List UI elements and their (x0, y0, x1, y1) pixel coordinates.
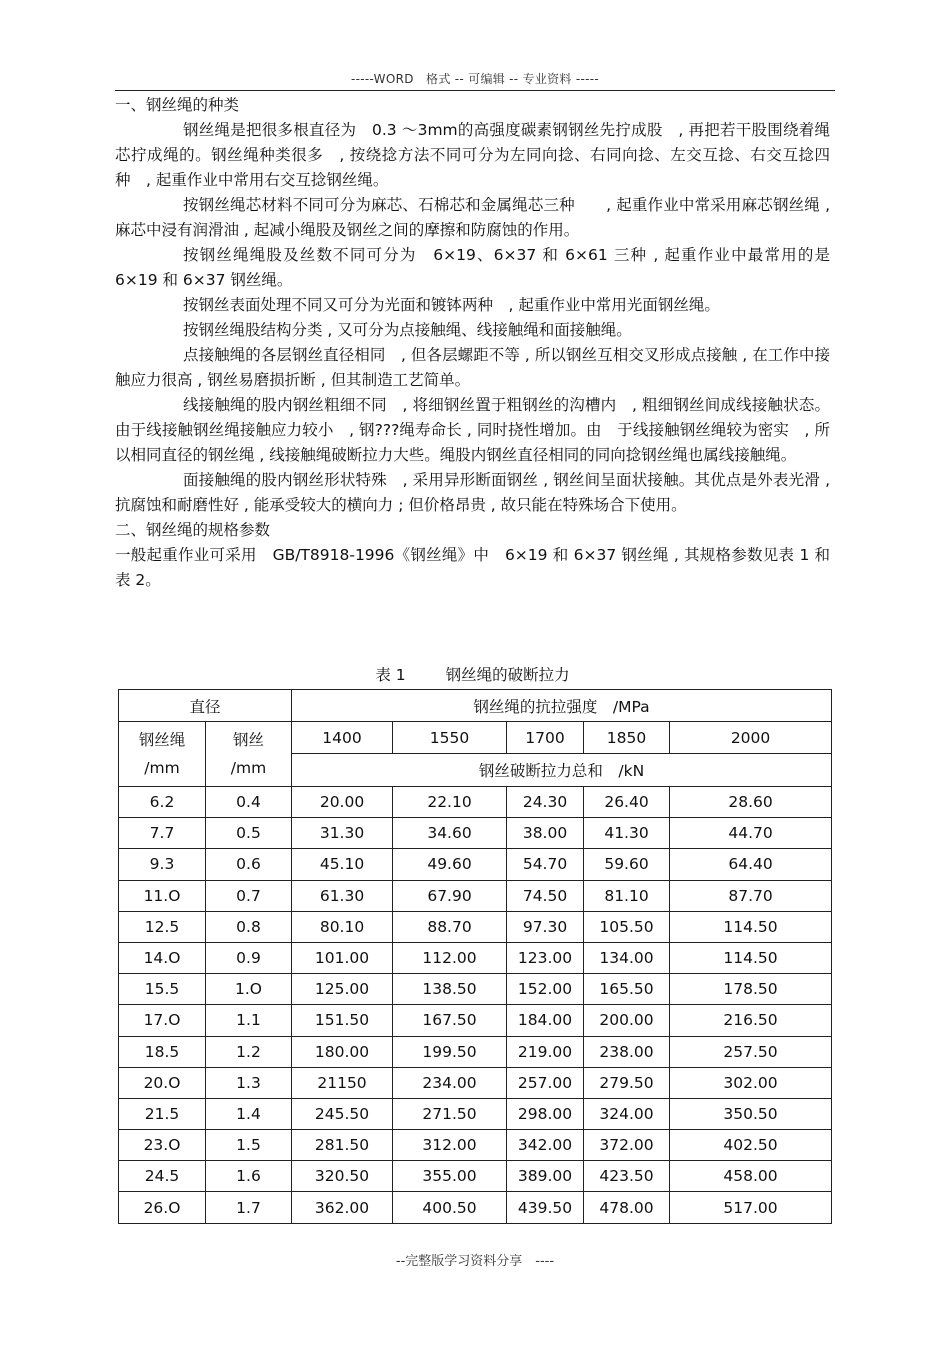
table-cell: 59.60 (584, 849, 670, 880)
table-cell: 21.5 (119, 1098, 206, 1129)
table-cell: 257.50 (670, 1036, 832, 1067)
strength-1850: 1850 (584, 722, 670, 754)
table-cell: 15.5 (119, 974, 206, 1005)
table-cell: 167.50 (393, 1005, 507, 1036)
table-cell: 24.5 (119, 1161, 206, 1192)
table-cell: 312.00 (393, 1130, 507, 1161)
table-row (119, 1130, 832, 1161)
table-cell: 0.4 (206, 787, 292, 818)
header-wire-unit: /mm (230, 759, 267, 777)
table-cell: 1.4 (206, 1098, 292, 1129)
table-row (119, 849, 832, 880)
header-tensile-strength: 钢丝绳的抗拉强度 /MPa (292, 690, 832, 722)
table-cell: 1.3 (206, 1067, 292, 1098)
strength-2000: 2000 (670, 722, 832, 754)
header-rule (115, 90, 835, 91)
table-cell: 372.00 (584, 1130, 670, 1161)
table-cell: 245.50 (292, 1098, 393, 1129)
table-cell: 31.30 (292, 818, 393, 849)
table-row (119, 942, 832, 973)
strength-1400: 1400 (292, 722, 393, 754)
header-rope-label: 钢丝绳 (138, 731, 186, 749)
table-cell: 6.2 (119, 787, 206, 818)
table-cell: 80.10 (292, 911, 393, 942)
table-row (119, 1067, 832, 1098)
table-cell: 41.30 (584, 818, 670, 849)
table-row (119, 818, 832, 849)
table-cell: 362.00 (292, 1192, 393, 1223)
table-cell: 234.00 (393, 1067, 507, 1098)
table-cell: 22.10 (393, 787, 507, 818)
paragraph-surface-treatment: 按钢丝表面处理不同又可分为光面和镀钵两种 , 起重作业中常用光面钢丝绳。 (183, 296, 720, 314)
paragraph-point-contact: 点接触绳的各层钢丝直径相同 , 但各层螺距不等 , 所以钢丝互相交叉形成点接触 , 在工作中接触应力很高 , 钢丝易磨损折断 , 但其制造工艺简单。 (115, 346, 830, 389)
table-row (119, 1161, 832, 1192)
table-cell: 81.10 (584, 880, 670, 911)
header-rope-diameter (119, 722, 206, 787)
table-cell: 238.00 (584, 1036, 670, 1067)
table-cell: 87.70 (670, 880, 832, 911)
table-cell: 123.00 (507, 942, 584, 973)
table-cell: 324.00 (584, 1098, 670, 1129)
table-cell: 458.00 (670, 1161, 832, 1192)
table-cell: 24.30 (507, 787, 584, 818)
table-cell: 49.60 (393, 849, 507, 880)
table-cell: 9.3 (119, 849, 206, 880)
table-cell: 1.5 (206, 1130, 292, 1161)
table-caption-number: 表 1 (375, 666, 406, 684)
document-body (115, 93, 830, 593)
table-caption (115, 664, 830, 686)
table-cell: 97.30 (507, 911, 584, 942)
table-cell: 61.30 (292, 880, 393, 911)
table-cell: 112.00 (393, 942, 507, 973)
paragraph-specs: 一般起重作业可采用 GB/T8918-1996《钢丝绳》中 6×19 和 6×37 钢丝绳 , 其规格参数见表 1 和表 2。 (115, 546, 830, 589)
table-cell: 64.40 (670, 849, 832, 880)
table-cell: 101.00 (292, 942, 393, 973)
table-cell: 400.50 (393, 1192, 507, 1223)
paragraph-surface-contact: 面接触绳的股内钢丝形状特殊 , 采用异形断面钢丝 , 钢丝间呈面状接触。其优点是外表光滑 , 抗腐蚀和耐磨性好 , 能承受较大的横向力 ; 但价格昂贵 , 故只能在特殊场合下使用。 (115, 471, 830, 514)
table-cell: 184.00 (507, 1005, 584, 1036)
table-cell: 389.00 (507, 1161, 584, 1192)
table-cell: 151.50 (292, 1005, 393, 1036)
table-cell: 44.70 (670, 818, 832, 849)
table-cell: 402.50 (670, 1130, 832, 1161)
table-cell: 320.50 (292, 1161, 393, 1192)
table-cell: 0.7 (206, 880, 292, 911)
section-heading-types: 一、钢丝绳的种类 (115, 96, 240, 114)
table-cell: 350.50 (670, 1098, 832, 1129)
table-row (119, 1036, 832, 1067)
table-row (119, 787, 832, 818)
table-cell: 20.O (119, 1067, 206, 1098)
table-row (119, 974, 832, 1005)
table-cell: 355.00 (393, 1161, 507, 1192)
table-cell: 257.00 (507, 1067, 584, 1098)
table-cell: 38.00 (507, 818, 584, 849)
table-cell: 14.O (119, 942, 206, 973)
table-cell: 114.50 (670, 911, 832, 942)
table-row (119, 911, 832, 942)
table-cell: 28.60 (670, 787, 832, 818)
table-cell: 7.7 (119, 818, 206, 849)
table-cell: 45.10 (292, 849, 393, 880)
table-cell: 478.00 (584, 1192, 670, 1223)
table-cell: 216.50 (670, 1005, 832, 1036)
table-cell: 517.00 (670, 1192, 832, 1223)
table-cell: 34.60 (393, 818, 507, 849)
table-cell: 18.5 (119, 1036, 206, 1067)
paragraph-core-material: 按钢丝绳芯材料不同可分为麻芯、石棉芯和金属绳芯三种 , 起重作业中常采用麻芯钢丝绳 , 麻芯中浸有润滑油 , 起减小绳股及钢丝之间的摩擦和防腐蚀的作用。 (115, 196, 830, 239)
breaking-force-table-wrap (118, 689, 831, 1224)
paragraph-line-contact: 线接触绳的股内钢丝粗细不同 , 将细钢丝置于粗钢丝的沟槽内 , 粗细钢丝间成线接触状态。由于线接触钢丝绳接触应力较小 , 钢???绳寿命长 , 同时挠性增加。由 于线接触钢丝绳较为密实 , 所以相同直径的钢丝绳 , 线接触绳破断拉力大些。绳股内钢丝直径相同的同向捻钢丝绳也属线接触绳。 (115, 396, 830, 464)
table-cell: 0.5 (206, 818, 292, 849)
header-wire-diameter (206, 722, 292, 787)
table-cell: 0.8 (206, 911, 292, 942)
table-cell: 134.00 (584, 942, 670, 973)
table-cell: 0.9 (206, 942, 292, 973)
table-cell: 17.O (119, 1005, 206, 1036)
paragraph-intro: 钢丝绳是把很多根直径为 0.3 ～3mm的高强度碳素钢钢丝先拧成股 , 再把若干股围绕着绳芯拧成绳的。钢丝绳种类很多 , 按绕捻方法不同可分为左同向捻、右同向捻、左交互捻、右交互捻四种 , 起重作业中常用右交互捻钢丝绳。 (115, 121, 830, 189)
header-wire-label: 钢丝 (233, 731, 265, 749)
table-cell: 180.00 (292, 1036, 393, 1067)
table-cell: 279.50 (584, 1067, 670, 1098)
table-row (119, 1005, 832, 1036)
section-heading-specs: 二、钢丝绳的规格参数 (115, 521, 271, 539)
table-cell: 88.70 (393, 911, 507, 942)
strength-1700: 1700 (507, 722, 584, 754)
table-cell: 20.00 (292, 787, 393, 818)
table-cell: 114.50 (670, 942, 832, 973)
paragraph-strand-count: 按钢丝绳绳股及丝数不同可分为 6×19、6×37 和 6×61 三种 , 起重作业中最常用的是 6×19 和 6×37 钢丝绳。 (115, 246, 830, 289)
table-cell: 138.50 (393, 974, 507, 1005)
table-cell: 21150 (292, 1067, 393, 1098)
table-cell: 54.70 (507, 849, 584, 880)
table-cell: 1.O (206, 974, 292, 1005)
table-cell: 12.5 (119, 911, 206, 942)
table-cell: 152.00 (507, 974, 584, 1005)
table-cell: 125.00 (292, 974, 393, 1005)
table-cell: 178.50 (670, 974, 832, 1005)
table-cell: 74.50 (507, 880, 584, 911)
header-diameter: 直径 (119, 690, 292, 722)
table-cell: 302.00 (670, 1067, 832, 1098)
table-cell: 271.50 (393, 1098, 507, 1129)
table-caption-title: 钢丝绳的破断拉力 (445, 666, 570, 684)
header-breaking-force: 钢丝破断拉力总和 /kN (292, 754, 832, 787)
table-cell: 105.50 (584, 911, 670, 942)
table-cell: 281.50 (292, 1130, 393, 1161)
page-header: -----WORD 格式 -- 可编辑 -- 专业资料 ----- (351, 72, 599, 86)
table-cell: 219.00 (507, 1036, 584, 1067)
table-cell: 1.6 (206, 1161, 292, 1192)
table-row (119, 1192, 832, 1223)
table-cell: 0.6 (206, 849, 292, 880)
table-cell: 298.00 (507, 1098, 584, 1129)
paragraph-strand-structure: 按钢丝绳股结构分类 , 又可分为点接触绳、线接触绳和面接触绳。 (183, 321, 632, 339)
table-cell: 200.00 (584, 1005, 670, 1036)
table-cell: 67.90 (393, 880, 507, 911)
table-cell: 26.O (119, 1192, 206, 1223)
table-cell: 26.40 (584, 787, 670, 818)
table-cell: 199.50 (393, 1036, 507, 1067)
table-cell: 1.2 (206, 1036, 292, 1067)
breaking-force-table (118, 689, 832, 1224)
strength-1550: 1550 (393, 722, 507, 754)
table-cell: 165.50 (584, 974, 670, 1005)
table-cell: 23.O (119, 1130, 206, 1161)
table-cell: 342.00 (507, 1130, 584, 1161)
table-cell: 1.1 (206, 1005, 292, 1036)
table-cell: 439.50 (507, 1192, 584, 1223)
table-cell: 423.50 (584, 1161, 670, 1192)
page-footer: --完整版学习资料分享 ---- (395, 1254, 555, 1269)
table-row (119, 1098, 832, 1129)
table-cell: 1.7 (206, 1192, 292, 1223)
table-row (119, 880, 832, 911)
header-rope-unit: /mm (144, 759, 180, 777)
table-cell: 11.O (119, 880, 206, 911)
